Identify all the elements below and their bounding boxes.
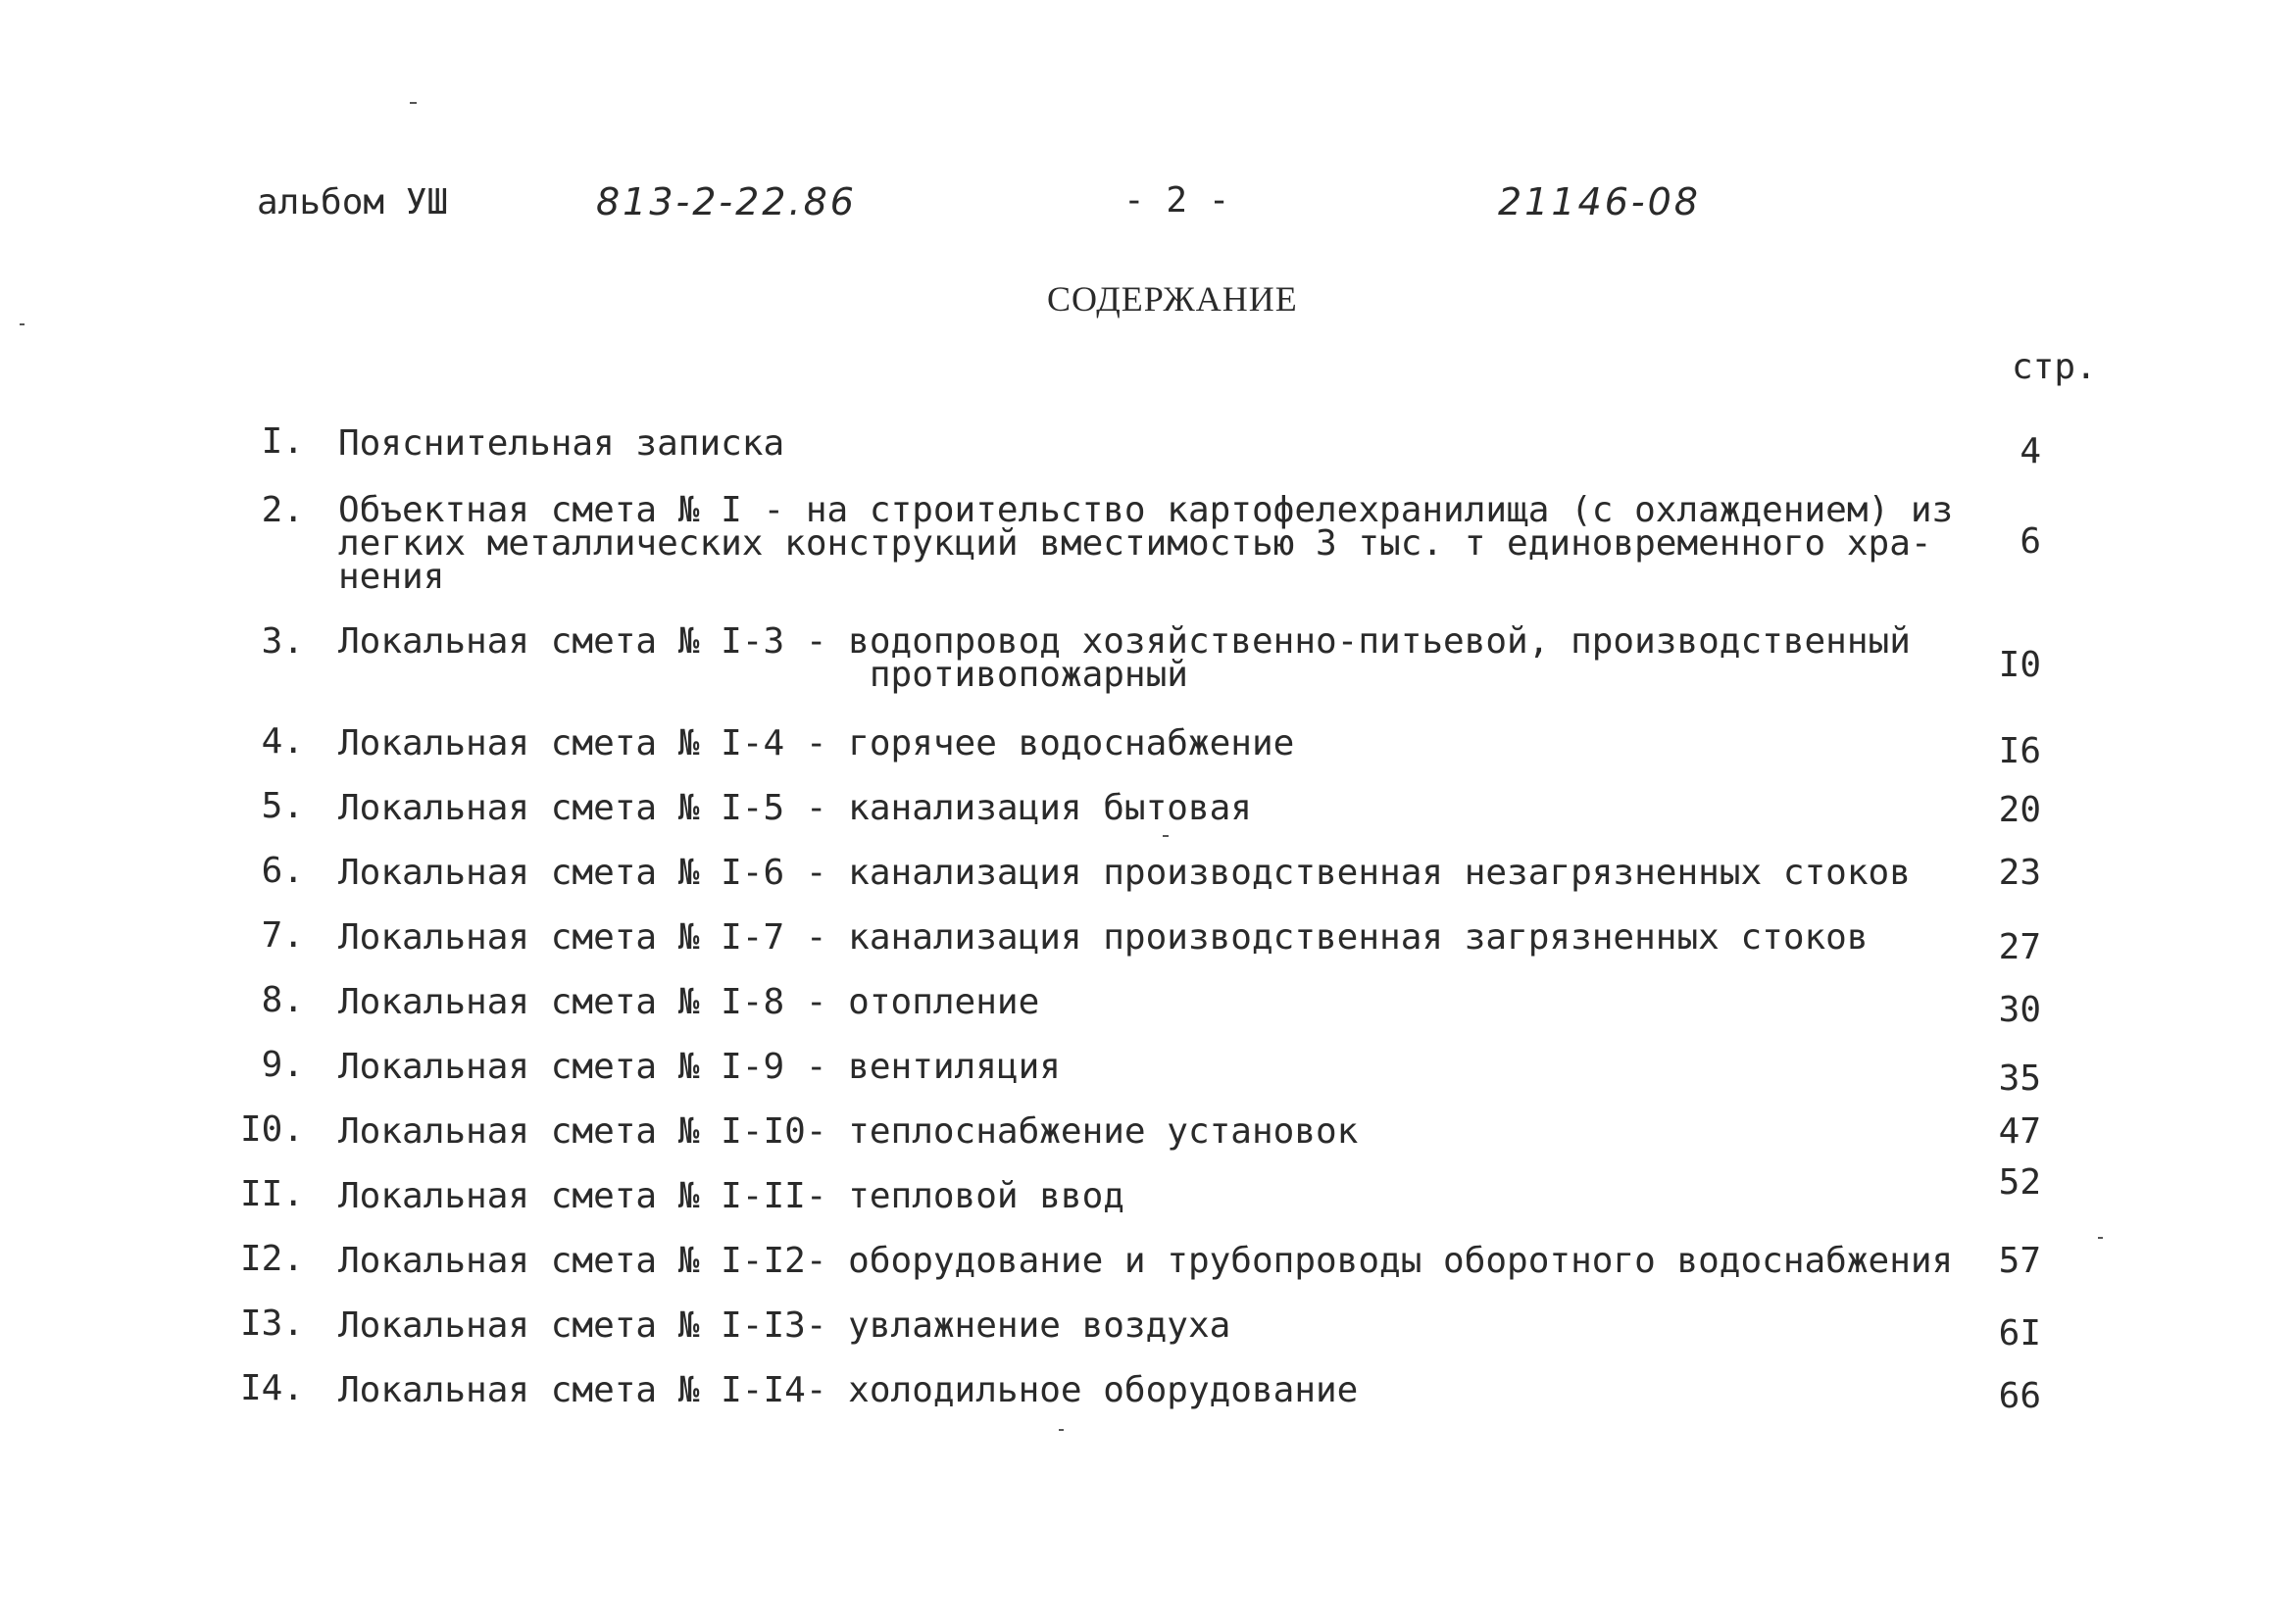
entry-page: 6I [1998,1313,2041,1353]
entry-title: Локальная смета № I-I2- оборудование и трубопроводы оборотного водоснабжения [338,1241,1954,1281]
entry-page: 6 [2020,521,2041,562]
entry-number: 6. [261,851,304,891]
entry-number: I0. [239,1109,304,1150]
entry-page: I0 [1998,645,2041,685]
entry-title: Объектная смета № I - на строительство картофелехранилища (с охлаждением) из [338,490,1954,530]
entry-title: Локальная смета № I-5 - канализация бытовая [338,788,1252,828]
entry-page: 66 [1998,1376,2041,1416]
entry-number: 5. [261,786,304,826]
entry-title: Локальная смета № I-9 - вентиляция [338,1047,1061,1087]
entry-number: 7. [261,915,304,956]
entry-page: 4 [2020,431,2041,471]
entry-number: I. [261,421,304,462]
entry-number: II. [239,1174,304,1214]
entry-title: нения [338,557,445,597]
project-code: 813-2-22.86 [596,180,857,223]
entry-title: Локальная смета № I-II- тепловой ввод [338,1176,1124,1216]
entry-number: 9. [261,1045,304,1085]
entry-number: 8. [261,980,304,1020]
entry-title: легких металлических конструкций вместимостью 3 тыс. т единовременного хра- [338,523,1932,564]
entry-number: I3. [239,1304,304,1344]
entry-number: 3. [261,621,304,662]
entry-page: 27 [1998,927,2041,967]
page-column-label: стр. [2012,347,2097,387]
entry-page: 23 [1998,853,2041,893]
entry-title: Локальная смета № I-8 - отопление [338,982,1040,1022]
entry-title: Локальная смета № I-4 - горячее водоснабжение [338,723,1295,763]
album-label: альбом УШ [257,182,449,222]
entry-number: I4. [239,1368,304,1408]
page-number: - 2 - [1123,180,1230,221]
scan-speck [1163,835,1169,837]
entry-title: Локальная смета № I-I4- холодильное оборудование [338,1370,1359,1410]
entry-page: 30 [1998,990,2041,1030]
entry-number: 2. [261,490,304,530]
scan-speck [20,323,25,325]
entry-title: Локальная смета № I-I3- увлажнение воздуха [338,1305,1231,1346]
entry-page: 52 [1998,1162,2041,1203]
entry-title: Пояснительная записка [338,423,785,464]
scan-speck [410,102,417,104]
entry-page: I6 [1998,731,2041,771]
entry-number: I2. [239,1239,304,1279]
scan-speck [1059,1429,1064,1431]
entry-title: Локальная смета № I-I0- теплоснабжение установок [338,1111,1359,1152]
entry-page: 35 [1998,1058,2041,1099]
entry-page: 47 [1998,1111,2041,1152]
entry-title: Локальная смета № I-6 - канализация производственная незагрязненных стоков [338,853,1911,893]
entry-page: 57 [1998,1241,2041,1281]
entry-title: противопожарный [338,655,1188,695]
entry-number: 4. [261,721,304,762]
scan-speck [2098,1237,2103,1239]
entry-page: 20 [1998,790,2041,830]
entry-title: Локальная смета № I-7 - канализация производственная загрязненных стоков [338,917,1869,958]
entry-title: Локальная смета № I-3 - водопровод хозяйственно-питьевой, производственный [338,621,1911,662]
document-number: 21146-08 [1498,180,1701,223]
page-title: СОДЕРЖАНИЕ [1047,279,1298,319]
